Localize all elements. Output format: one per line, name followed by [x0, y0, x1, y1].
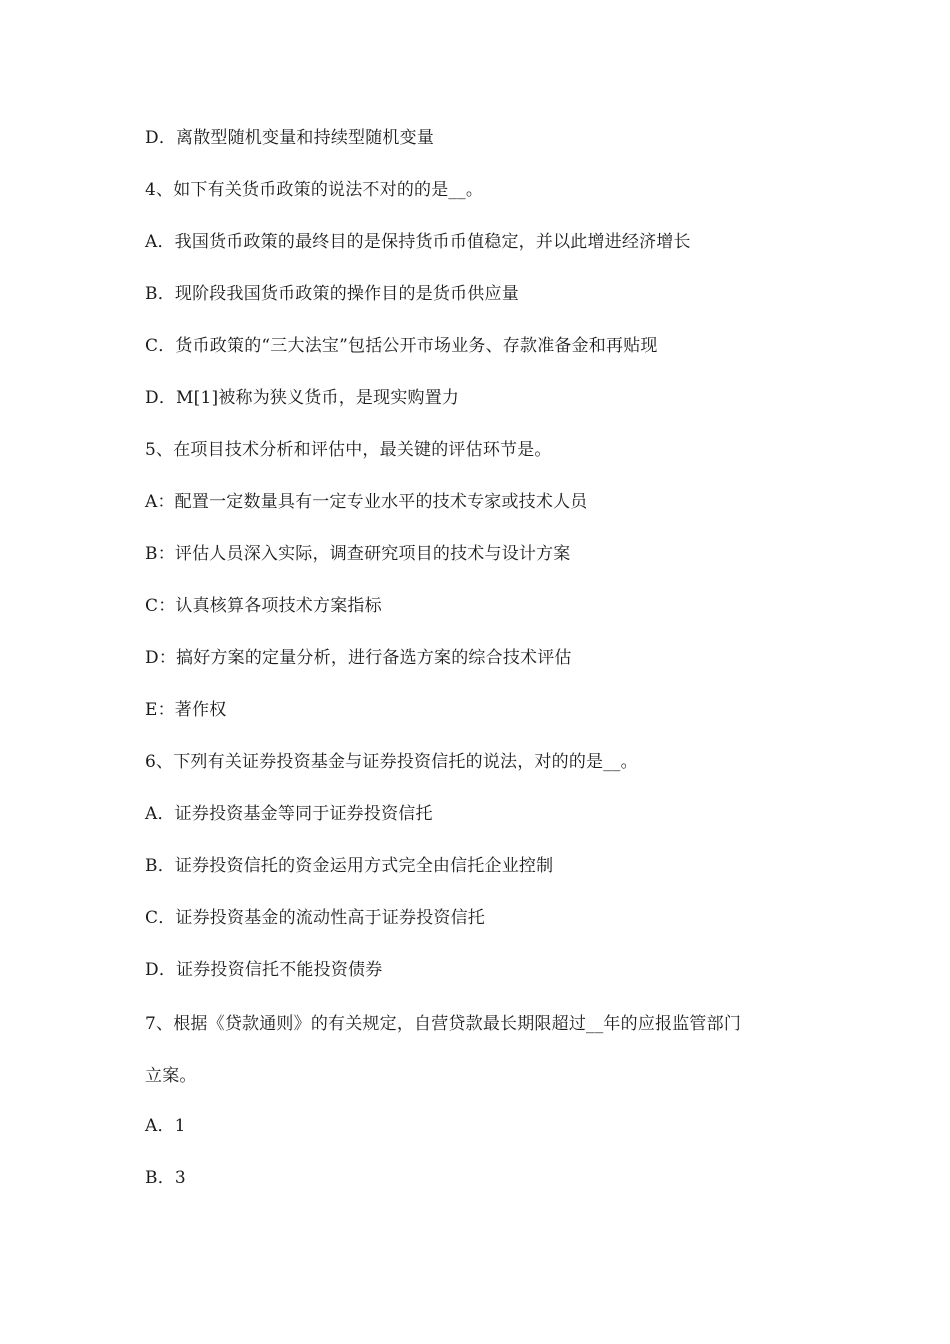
question-line-continued: 立案。 [145, 1066, 197, 1086]
option-line: E：著作权 [145, 700, 227, 720]
question-line: 4、如下有关货币政策的说法不对的的是__。 [145, 180, 484, 200]
option-line: A．1 [145, 1116, 186, 1136]
option-line: C：认真核算各项技术方案指标 [145, 596, 382, 616]
option-line: C．证券投资基金的流动性高于证券投资信托 [145, 908, 486, 928]
option-line: D．M[1]被称为狭义货币，是现实购置力 [145, 388, 460, 408]
option-line: A．我国货币政策的最终目的是保持货币币值稳定，并以此增进经济增长 [145, 232, 691, 252]
option-line: D：搞好方案的定量分析，进行备选方案的综合技术评估 [145, 648, 572, 668]
option-line: A：配置一定数量具有一定专业水平的技术专家或技术人员 [145, 492, 588, 512]
option-line: B．证券投资信托的资金运用方式完全由信托企业控制 [145, 856, 554, 876]
option-line: D．离散型随机变量和持续型随机变量 [145, 128, 435, 148]
option-line: B．3 [145, 1168, 186, 1188]
option-line: B：评估人员深入实际，调查研究项目的技术与设计方案 [145, 544, 571, 564]
option-line: B．现阶段我国货币政策的操作目的是货币供应量 [145, 284, 519, 304]
option-line: C．货币政策的“三大法宝”包括公开市场业务、存款准备金和再贴现 [145, 336, 658, 356]
option-line: A．证券投资基金等同于证券投资信托 [145, 804, 433, 824]
option-line: D．证券投资信托不能投资债券 [145, 960, 383, 980]
question-line: 5、在项目技术分析和评估中，最关键的评估环节是。 [145, 440, 552, 460]
question-line: 7、根据《贷款通则》的有关规定，自营贷款最长期限超过__年的应报监管部门 [145, 1014, 742, 1034]
question-line: 6、下列有关证券投资基金与证券投资信托的说法，对的的是__。 [145, 752, 638, 772]
